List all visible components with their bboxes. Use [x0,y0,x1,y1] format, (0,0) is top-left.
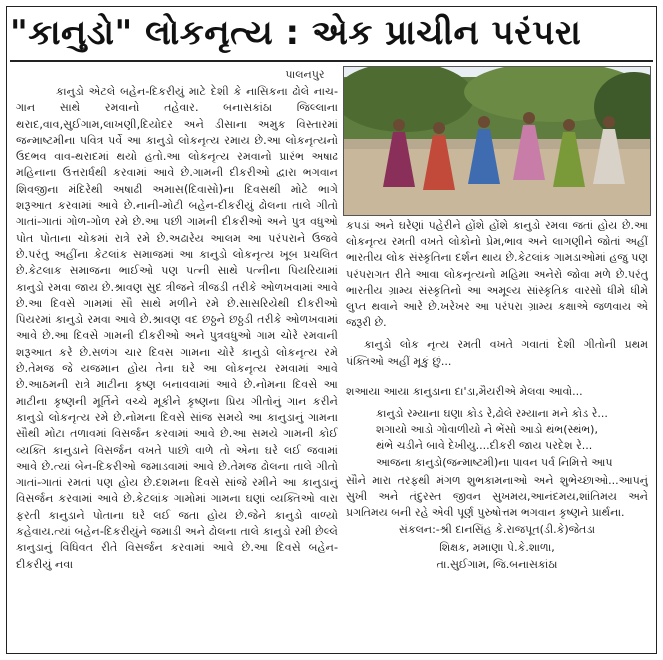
dancer-head [603,116,615,128]
song-lines [346,406,648,471]
author-location: તા.સુઈગામ, જિ.બનાસકાંઠા [436,557,558,571]
dancer-head [563,119,575,131]
article-paragraph: કાનુડો એટલે બહેન-દિકરીયું માટે દેશી કે નાસિકના ઢોલે નાચ-ગાન સાથે રમવાનો તહેવાર. બનાસકાંઠા જિલ્લાના થરાદ,વાવ,સુઈગામ,લાખણી,દિયોદર અને ડીસાના અમુક વિસ્તારમાં જન્માષ્ટમીના પવિત્ર પર્વે આ કાનુડો લોકનૃત્ય રમાય છે.આ લોકનૃત્યનો ઉદભવ વાવ-થરાદમાં થયો હતો.આ લોકનૃત્ય રમવાનો પ્રારંભ અષાઢ મહિનાના ઉત્તરાર્ધથી કરવામાં આવે છે.ગામની દીકરીઓ દ્વારા ભગવાન શિવજીના મંદિરેથી અષાઢી અમાસ(દિવાસો)ના દિવસથી મોટે ભાગે શરૂઆત કરવામાં આવે છે.નાની-મોટી બહેન-દીકરીયું ઢોલના તાલે ગીતો ગાતાં-ગાતાં ગોળ-ગોળ રમે છે.આ પછી ગામની દીકરીઓ અને પુત્ર વધુઓ પોત પોતાના ચોકમાં રાત્રે રમે છે.અઢારેય આલમ આ પરંપરાને ઉજવે છે.પરંતુ અહીંના કેટલાંક સમાજમાં આ કાનુડો લોકનૃત્ય ખૂબ પ્રચલિત છે.કેટલાક સમાજના ભાઈઓ પણ પત્ની સાથે પત્નીના પિયરિયામાં કાનુડો રમવા જાય છે.શ્રાવણ સુદ ત્રીજને ત્રીજડી તરીકે ઓળખવામાં આવે છે.આ દિવસે ગામમાં સૌ સાથે મળીને રમે છે.સાસરિયેથી દીકરીઓ પિયરમાં કાનુડો રમવા આવે છે.શ્રાવણ વદ છઠ્ઠને છઠ્ઠડી તરીકે ઓળખવામાં આવે છે.આ દિવસે ગામની દીકરીઓ અને પુત્રવધુઓ ગામ ચોરે રમવાની શરૂઆત કરે છે.સળંગ ચાર દિવસ ગામના ચોરે કાનુડો લોકનૃત્ય રમે છે.તેમજ જે યજમાન હોય તેના ઘરે આ લોકનૃત્ય રમવામાં આવે છે.આઠમની રાત્રે માટીના કૃષ્ણ બનાવવામાં આવે છે.નોમના દિવસે આ માટીના કૃષ્ણની મૂર્તિને વચ્ચે મૂકીને કૃષ્ણના પ્રિય ગીતોનું ગાન કરીને કાનુડો લોકનૃત્ય રમે છે.નોમના દિવસે સાંજ સમયે આ કાનુડાનું ગામના સૌથી મોટા તળાવમાં વિસર્જન કરવામાં આવે છે.આ સમયે ગામની કોઈ વ્યક્તિ કાનુડાને વિસર્જન વખતે પાછો વાળે તો એના ઘરે લઈ જવામાં આવે છે.ત્યાં બેન-દિકરીઓ જમાડવામાં આવે છે.તેમજ ઢોલના તાલે ગીતો ગાતાં-ગાતાં રમતાં પણ હોય છે.દશમના દિવસે સાંજે રમીને આ કાનુડાનું વિસર્જન કરવામાં આવે છે.કેટલાંક ગામોમાં ગામના ઘણાં વ્યક્તિઓ વારા ફરતી કાનુડાને પોતાના ઘરે લઈ જતા હોય છે.જેને કાનુડો વાળ્યો કહેવાય.ત્યાં બહેન-દિકરીયુંને જમાડી અને ઢોલના તાલે કાનુડો રમી છેલ્લે કાનુડાનું વિધિવત રીતે વિસર્જન કરવામાં આવે છે.આ દિવસે બહેન-દીકરીયું નવા [16,85,338,571]
article-paragraph-continued: કપડાં અને ઘરેણાં પહેરીને હોંશે હોંશે કાનુડો રમવા જતાં હોય છે.આ લોકનૃત્ય રમતી વખતે લોકોનો પ્રેમ,ભાવ અને લાગણીને જોતાં અહીં ભારતીય લોક સંસ્કૃતિના દર્શન થાય છે.કેટલાંક ગામડાઓમાં હજુ પણ પરંપરાગત રીતે આવા લોકનૃત્યનો મહિમા અનેરો જોવા મળે છે.પરંતુ ભારતીય ગ્રામ્ય સંસ્કૃતિનો આ અમૂલ્ય સાંસ્કૃતિક વારસો ધીમે ધીમે લુપ્ત થવાને આરે છે.ખરેખર આ પરંપરા ગ્રામ્ય કક્ષાએ જળવાય એ જરૂરી છે. [346,219,648,330]
dancer-head [433,122,445,134]
author-school: શિક્ષક, મમાણા પે.કે.શાળા, [439,540,555,554]
song-line: આજના કાનુડો(જન્માષ્ટમી)ના પાવન પર્વ નિમિત્તે આપ [376,455,613,469]
headline-rule [10,60,653,62]
song-line: કાનુડો રમ્યાના ઘણા કોડ રે,ઢોલે રમ્યાના મને કોડ રે... [376,407,608,421]
closing-wishes: સૌને મારા તરફથી મંગળ શુભકામનાઓ અને શુભેચ્છાઓ...આપનું સુખી અને તંદુરસ્ત જીવન સુખમય,આનંદમય,શાંતિમય અને પ્રગતિમય બની રહે એવી પૂર્ણ પુરુષોત્તમ ભગવાન કૃષ્ણને પ્રાર્થના. [346,473,648,520]
song-opening-line: શઆયા આયા કાનુડાના દા'ડા,મૈયરીએ મેલવા આવો... [346,384,583,398]
song-line: શગાયો આડો ગોવાળીયો ને ભેંસો આડો થંભ(સ્થંભ), [376,423,598,437]
article-right-column [346,218,648,650]
article-left-column [16,84,338,650]
dancer-head [478,116,490,128]
dancer-head [523,112,535,124]
songs-intro-paragraph: કાનુડો લોક નૃત્ય રમતી વખતે ગવાતાં દેશી ગીતોની પ્રથમ પંક્તિઓ અહીં મૂકું છું... [346,338,648,368]
author-credit: સંકલન:-શ્રી દાનસિંહ કે.રાજપૂત(ડી.કે)જેતડા [398,523,596,537]
dancer-head [393,119,405,131]
dance-photo [343,66,651,216]
headline: "કાનુડો" લોકનૃત્ય : એક પ્રાચીન પરંપરા [10,13,582,53]
dateline: પાલનપુર [285,68,325,81]
song-line: થંભે ચડીને બાવે દેખીયુ....દીકરી જાય પરદેશ રે... [376,439,593,453]
folk-dance-image [344,67,651,216]
